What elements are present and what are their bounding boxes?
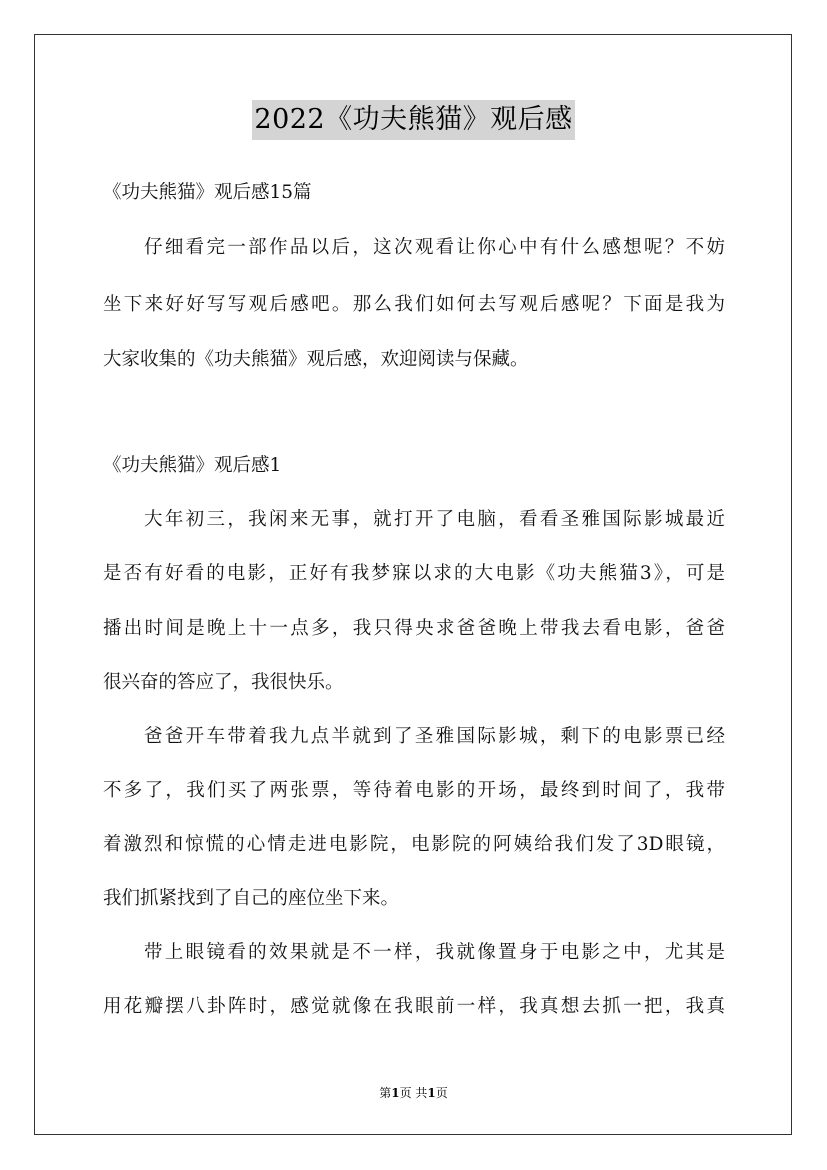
footer-total-pages: 1 [427,1086,436,1100]
footer-page-prefix: 第 [379,1086,392,1100]
paragraph-line: 我们抓紧找到了自己的座位坐下来。 [103,888,400,909]
paragraph-line: 不多了，我们买了两张票，等待着电影的开场，最终到时间了，我带 [103,780,725,801]
paragraph-line: 带上眼镜看的效果就是不一样，我就像置身于电影之中，尤其是 [144,942,725,963]
paragraph-line: 播出时间是晚上十一点多，我只得央求爸爸晚上带我去看电影，爸爸 [103,618,725,639]
intro-line: 大家收集的《功夫熊猫》观后感，欢迎阅读与保藏。 [103,349,529,370]
section-heading: 《功夫熊猫》观后感1 [103,455,282,476]
footer-total-suffix: 页 [435,1086,448,1100]
page-footer [0,1084,827,1101]
document-title: 2022《功夫熊猫》观后感 [252,100,574,140]
paragraph-line: 用花瓣摆八卦阵时，感觉就像在我眼前一样，我真想去抓一把，我真 [103,996,725,1017]
footer-page-number: 1 [391,1086,400,1100]
paragraph-line: 爸爸开车带着我九点半就到了圣雅国际影城，剩下的电影票已经 [144,726,725,747]
title-container [0,100,827,140]
paragraph-line: 很兴奋的答应了，我很快乐。 [103,672,344,693]
paragraph-line: 着激烈和惊慌的心情走进电影院，电影院的阿姨给我们发了3D眼镜， [103,834,725,855]
paragraph-line: 是否有好看的电影，正好有我梦寐以求的大电影《功夫熊猫3》，可是 [103,563,725,584]
document-subtitle: 《功夫熊猫》观后感15篇 [103,182,312,203]
paragraph-line: 大年初三，我闲来无事，就打开了电脑，看看圣雅国际影城最近 [144,509,725,530]
intro-line: 坐下来好好写写观后感吧。那么我们如何去写观后感呢？下面是我为 [103,294,725,315]
intro-line: 仔细看完一部作品以后，这次观看让你心中有什么感想呢？不妨 [144,237,725,258]
footer-page-suffix: 页 共 [399,1086,428,1100]
